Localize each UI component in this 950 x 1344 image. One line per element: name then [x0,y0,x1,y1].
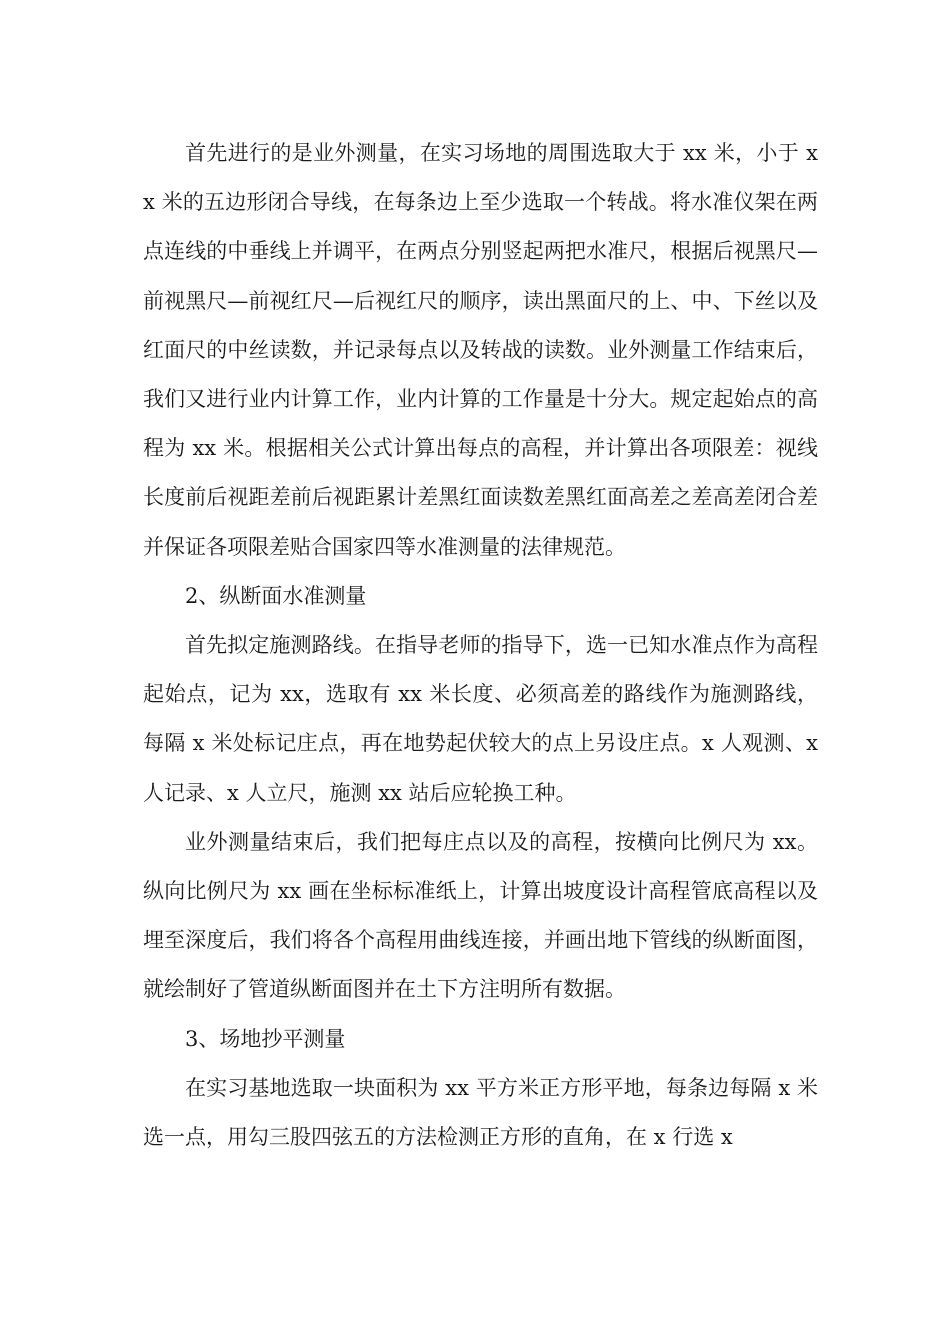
heading-site-leveling: 3、场地抄平测量 [185,1026,346,1051]
heading-profile-leveling: 2、纵断面水准测量 [185,583,367,608]
paragraph-profile-drawing: 业外测量结束后，我们把每庄点以及的高程，按横向比例尺为 xx。纵向比例尺为 xx 画在坐标标准纸上，计算出坡度设计高程管底高程以及埋至深度后，我们将各个高程用曲线连接，并画出地下管线的纵断面图，就绘制好了管道纵断面图并在土下方注明所有数据。 [143,829,818,1002]
document-body [143,129,818,1162]
paragraph-route-selection: 首先拟定施测路线。在指导老师的指导下，选一已知水准点作为高程起始点，记为 xx，选取有 xx 米长度、必须高差的路线作为施测路线，每隔 x 米处标记庄点，再在地势起伏较大的点上另设庄点。x 人观测、x 人记录、x 人立尺，施测 xx 站后应轮换工种。 [143,633,818,805]
paragraph-field-survey: 首先进行的是业外测量，在实习场地的周围选取大于 xx 米，小于 xx 米的五边形闭合导线，在每条边上至少选取一个转战。将水准仪架在两点连线的中垂线上并调平，在两点分别竖起两把水准尺，根据后视黑尺—前视黑尺—前视红尺—后视红尺的顺序，读出黑面尺的上、中、下丝以及红面尺的中丝读数，并记录每点以及转战的读数。业外测量工作结束后，我们又进行业内计算工作，业内计算的工作量是十分大。规定起始点的高程为 xx 米。根据相关公式计算出每点的高程，并计算出各项限差：视线长度前后视距差前后视距累计差黑红面读数差黑红面高差之差高差闭合差并保证各项限差贴合国家四等水准测量的法律规范。 [143,141,818,559]
paragraph-site-grid: 在实习基地选取一块面积为 xx 平方米正方形平地，每条边每隔 x 米选一点，用勾三股四弦五的方法检测正方形的直角，在 x 行选 x [143,1075,818,1150]
